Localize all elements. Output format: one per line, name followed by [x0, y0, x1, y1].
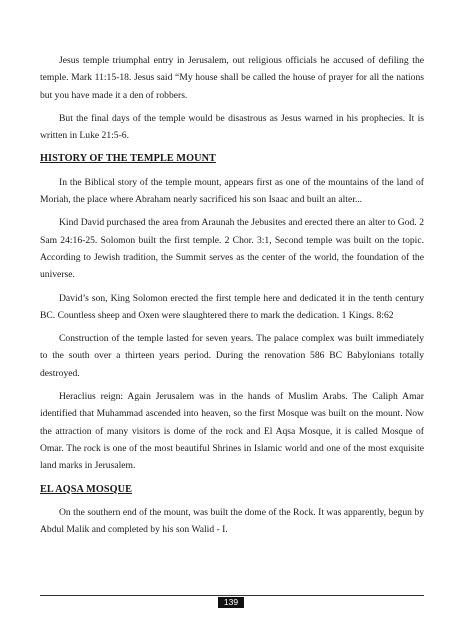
paragraph-final-days: But the final days of the temple would be disastrous as Jesus warned in his prophecies. It is written in Luke 21:5-6. [40, 112, 424, 142]
page-number: 139 [218, 597, 244, 608]
footer-divider [40, 595, 424, 596]
paragraph-heraclius: Heraclius reign: Again Jerusalem was in the hands of Muslim Arabs. The Caliph Amar identified that Muhammad ascended into heaven, so the first Mosque was built on the mount. Now the attraction of many visitors is dome of the rock and El Aqsa Mosque, it is called Mosque of Omar. The rock is one of the most beautiful Shrines in Islamic world and one of the most exquisite land marks in Jerusalem. [40, 391, 424, 472]
paragraph-dome-of-rock: On the southern end of the mount, was built the dome of the Rock. It was apparently, begun by Abdul Malik and completed by his son Walid - I. [40, 506, 424, 536]
paragraph-solomon: David’s son, King Solomon erected the first temple here and dedicated it in the tenth century BC. Countless sheep and Oxen were slaughtered there to mark the dedication. 1 Kings. 8:62 [40, 292, 424, 321]
paragraph-king-david: Kind David purchased the area from Araunah the Jebusites and erected there an alter to God. 2 Sam 24:16-25. Solomon built the first temple. 2 Chor. 3:1, Second temple was built on the topic. According to Jewish tradition, the Summit serves as the center of the world, the foundation of the universe. [40, 217, 424, 281]
paragraph-moriah: In the Biblical story of the temple mount, appears first as one of the mountains of the land of Moriah, the place where Abraham nearly sacrificed his son Isaac and built an alter... [40, 176, 424, 206]
heading-history-temple-mount: HISTORY OF THE TEMPLE MOUNT [40, 153, 216, 165]
paragraph-triumphal-entry: Jesus temple triumphal entry in Jerusalem, out religious officials he accused of defiling the temple. Mark 11:15-18. Jesus said “My house shall be called the house of prayer for all the nations but you have made it a den of robbers. [40, 55, 424, 101]
paragraph-construction: Construction of the temple lasted for seven years. The palace complex was built immediately to the south over a thirteen years period. During the renovation 586 BC Babylonians totally destroyed. [40, 333, 424, 379]
heading-el-aqsa-mosque: EL AQSA MOSQUE [40, 483, 132, 495]
page-body [40, 52, 424, 544]
